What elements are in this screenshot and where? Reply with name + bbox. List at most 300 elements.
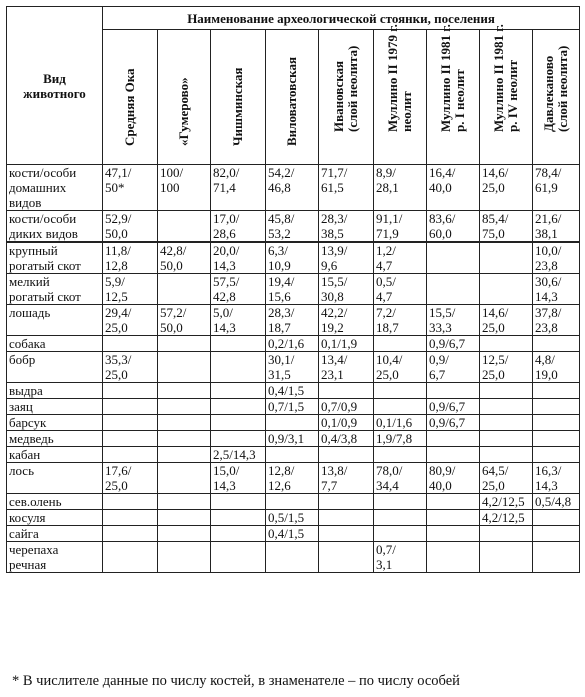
value-line: 11,8/	[105, 243, 131, 258]
value-cell	[211, 447, 266, 463]
value-line: 85,4/	[482, 211, 509, 226]
value-cell	[211, 165, 266, 211]
value-line: 14,3	[213, 258, 236, 273]
value-line: 25,0	[482, 180, 505, 195]
value-cell	[427, 542, 480, 573]
value-cell	[427, 211, 480, 243]
value-line: 15,5/	[429, 305, 456, 320]
value-cell	[427, 383, 480, 399]
value-cell	[427, 165, 480, 211]
value-line: 78,4/	[535, 165, 562, 180]
value-line: 78,0/	[376, 463, 403, 478]
value-cell	[319, 165, 374, 211]
value-cell	[103, 526, 158, 542]
value-cell	[266, 463, 319, 494]
value-line: 37,8/	[535, 305, 562, 320]
value-cell	[427, 526, 480, 542]
value-cell	[427, 415, 480, 431]
value-line: 64,5/	[482, 463, 509, 478]
value-cell	[319, 415, 374, 431]
value-cell	[533, 447, 580, 463]
animal-label-line2: животного	[23, 85, 86, 101]
value-line: 38,1	[535, 226, 558, 241]
value-line: 25,0	[105, 320, 128, 335]
value-cell	[158, 274, 211, 305]
value-line: 9,6	[321, 258, 338, 273]
value-cell	[374, 463, 427, 494]
animal-label-line: медведь	[9, 431, 54, 446]
animal-label	[7, 399, 103, 415]
site-header-1	[158, 30, 211, 165]
value-line: 17,6/	[105, 463, 132, 478]
value-cell	[427, 336, 480, 352]
site-name-line: Муллино II 1981 г.	[438, 24, 453, 132]
value-cell	[480, 211, 533, 243]
table-row	[7, 542, 580, 573]
animal-label	[7, 383, 103, 399]
value-cell	[480, 399, 533, 415]
value-line: 1,2/	[376, 243, 396, 258]
value-line: 25,0	[376, 367, 399, 382]
value-cell	[103, 447, 158, 463]
animal-label-line: лошадь	[9, 305, 51, 320]
value-cell	[319, 336, 374, 352]
value-line: 25,0	[105, 478, 128, 493]
value-cell	[374, 274, 427, 305]
value-line: 23,8	[535, 258, 558, 273]
animal-label	[7, 463, 103, 494]
value-line: 14,3	[535, 478, 558, 493]
animal-label	[7, 447, 103, 463]
site-name	[492, 24, 520, 132]
value-cell	[319, 431, 374, 447]
value-line: 80,9/	[429, 463, 456, 478]
value-line: 0,9/6,7	[429, 336, 466, 351]
value-cell	[374, 494, 427, 510]
value-cell	[533, 242, 580, 274]
site-name-line: «Гумерово»	[176, 77, 191, 146]
animal-label-line: кости/особи	[9, 165, 77, 180]
value-line: 8,9/	[376, 165, 396, 180]
value-line: 0,9/3,1	[268, 431, 305, 446]
value-cell	[158, 242, 211, 274]
animal-label-line: барсук	[9, 415, 47, 430]
value-line: 19,2	[321, 320, 344, 335]
value-line: 17,0/	[213, 211, 240, 226]
value-cell	[427, 274, 480, 305]
value-line: 16,4/	[429, 165, 456, 180]
value-line: 50,0	[105, 226, 128, 241]
value-cell	[480, 463, 533, 494]
value-line: 57,2/	[160, 305, 187, 320]
value-cell	[103, 352, 158, 383]
value-cell	[103, 415, 158, 431]
value-cell	[480, 542, 533, 573]
value-line: 25,0	[482, 478, 505, 493]
site-name-line: (слой неолита)	[345, 45, 360, 132]
value-cell	[266, 415, 319, 431]
value-line: 71,9	[376, 226, 399, 241]
value-cell	[266, 447, 319, 463]
site-name	[332, 46, 360, 132]
value-line: 18,7	[268, 320, 291, 335]
site-name	[542, 46, 570, 132]
value-cell	[533, 431, 580, 447]
value-line: 15,6	[268, 289, 291, 304]
value-cell	[158, 542, 211, 573]
value-cell	[480, 494, 533, 510]
animal-label-line: косуля	[9, 510, 46, 525]
animal-label-line: сев.олень	[9, 494, 62, 509]
value-cell	[374, 242, 427, 274]
site-name-line: Чишминская	[230, 67, 245, 146]
animal-label-line: мелкий	[9, 274, 50, 289]
value-cell	[533, 305, 580, 336]
value-cell	[266, 352, 319, 383]
value-cell	[266, 383, 319, 399]
value-line: 0,4/1,5	[268, 526, 305, 541]
animal-label	[7, 542, 103, 573]
table-row	[7, 494, 580, 510]
value-cell	[158, 494, 211, 510]
value-line: 19,0	[535, 367, 558, 382]
animal-label	[7, 431, 103, 447]
site-name-line: Виловатовская	[284, 57, 299, 146]
value-line: 0,4/1,5	[268, 383, 305, 398]
value-cell	[427, 463, 480, 494]
value-line: 83,6/	[429, 211, 456, 226]
site-name-line: Ивановская	[331, 60, 346, 132]
value-cell	[158, 352, 211, 383]
table-row	[7, 242, 580, 274]
table-row	[7, 336, 580, 352]
value-cell	[103, 211, 158, 243]
site-name-line: р. I неолит	[452, 69, 467, 132]
animal-label-line: рогатый скот	[9, 289, 81, 304]
value-cell	[211, 510, 266, 526]
value-line: 57,5/	[213, 274, 240, 289]
value-cell	[480, 274, 533, 305]
value-cell	[158, 447, 211, 463]
value-cell	[427, 447, 480, 463]
animal-label-line: крупный	[9, 243, 58, 258]
site-header-2	[211, 30, 266, 165]
site-name-line: Муллино II 1981 г.	[491, 24, 506, 132]
value-cell	[374, 510, 427, 526]
value-line: 31,5	[268, 367, 291, 382]
value-cell	[266, 165, 319, 211]
table-row	[7, 415, 580, 431]
animal-label-line: сайга	[9, 526, 39, 541]
value-line: 0,1/1,9	[321, 336, 358, 351]
value-cell	[266, 211, 319, 243]
value-cell	[533, 165, 580, 211]
value-line: 61,9	[535, 180, 558, 195]
value-line: 47,1/	[105, 165, 132, 180]
value-cell	[211, 383, 266, 399]
value-cell	[480, 526, 533, 542]
site-name-line: (слой неолита)	[555, 45, 571, 132]
value-line: 25,0	[482, 320, 505, 335]
fauna-table	[6, 6, 580, 573]
animal-label-line: видов	[9, 195, 42, 210]
value-line: 15,0/	[213, 463, 240, 478]
value-line: 25,0	[482, 367, 505, 382]
value-line: 19,4/	[268, 274, 295, 289]
animal-label-line: выдра	[9, 383, 43, 398]
value-line: 7,2/	[376, 305, 396, 320]
value-cell	[374, 383, 427, 399]
site-name	[177, 77, 191, 146]
value-line: 23,1	[321, 367, 344, 382]
value-cell	[319, 211, 374, 243]
animal-column-header	[7, 7, 103, 165]
animal-label-line: черепаха	[9, 542, 59, 557]
value-cell	[158, 211, 211, 243]
value-cell	[480, 415, 533, 431]
animal-label-line: кости/особи	[9, 211, 77, 226]
value-cell	[319, 526, 374, 542]
value-cell	[158, 399, 211, 415]
value-cell	[319, 274, 374, 305]
value-cell	[427, 352, 480, 383]
value-line: 5,9/	[105, 274, 125, 289]
table-row	[7, 165, 580, 211]
value-cell	[533, 211, 580, 243]
value-line: 40,0	[429, 180, 452, 195]
site-header-8	[533, 30, 580, 165]
value-line: 0,5/1,5	[268, 510, 305, 525]
value-cell	[266, 526, 319, 542]
value-cell	[158, 383, 211, 399]
site-name-line: Средняя Ока	[122, 68, 137, 146]
animal-label	[7, 242, 103, 274]
value-cell	[533, 463, 580, 494]
value-cell	[533, 274, 580, 305]
animal-label	[7, 305, 103, 336]
value-cell	[266, 242, 319, 274]
value-line: 23,8	[535, 320, 558, 335]
value-line: 30,1/	[268, 352, 295, 367]
value-line: 0,2/1,6	[268, 336, 305, 351]
value-cell	[374, 431, 427, 447]
animal-label-line1: Вид	[43, 70, 66, 86]
value-line: 4,2/12,5	[482, 494, 525, 509]
animal-label-line: собака	[9, 336, 46, 351]
value-cell	[266, 510, 319, 526]
table-row	[7, 383, 580, 399]
animal-label-line: заяц	[9, 399, 33, 414]
animal-label-line: домашних	[9, 180, 67, 195]
value-cell	[266, 494, 319, 510]
value-cell	[103, 383, 158, 399]
value-cell	[480, 431, 533, 447]
value-cell	[103, 463, 158, 494]
value-cell	[158, 415, 211, 431]
value-line: 1,9/7,8	[376, 431, 413, 446]
animal-label	[7, 211, 103, 243]
value-cell	[266, 274, 319, 305]
value-line: 0,9/6,7	[429, 399, 466, 414]
value-cell	[374, 526, 427, 542]
animal-label	[7, 274, 103, 305]
value-cell	[266, 431, 319, 447]
value-line: 100/	[160, 165, 184, 180]
value-line: 42,2/	[321, 305, 348, 320]
value-cell	[158, 510, 211, 526]
value-line: 10,9	[268, 258, 291, 273]
table-row	[7, 399, 580, 415]
value-line: 13,4/	[321, 352, 348, 367]
value-cell	[319, 399, 374, 415]
value-line: 54,2/	[268, 165, 295, 180]
value-line: 0,7/0,9	[321, 399, 358, 414]
site-header-7	[480, 24, 533, 165]
value-line: 14,3	[213, 478, 236, 493]
value-cell	[103, 305, 158, 336]
value-cell	[158, 305, 211, 336]
value-cell	[480, 336, 533, 352]
value-line: 5,0/	[213, 305, 233, 320]
value-cell	[158, 463, 211, 494]
value-cell	[103, 165, 158, 211]
value-line: 34,4	[376, 478, 399, 493]
site-name-line: Муллино II 1979 г.	[385, 24, 400, 132]
value-line: 14,3	[535, 289, 558, 304]
value-line: 28,1	[376, 180, 399, 195]
value-cell	[533, 415, 580, 431]
value-line: 10,0/	[535, 243, 562, 258]
site-header-3	[266, 30, 319, 165]
value-line: 21,6/	[535, 211, 562, 226]
site-name-line: р. IV неолит	[505, 60, 520, 132]
site-name	[439, 24, 467, 132]
animal-label	[7, 510, 103, 526]
animal-label-line: диких видов	[9, 226, 78, 241]
value-line: 91,1/	[376, 211, 403, 226]
table-row	[7, 211, 580, 243]
value-line: 28,6	[213, 226, 236, 241]
value-cell	[211, 274, 266, 305]
animal-label	[7, 165, 103, 211]
value-cell	[211, 415, 266, 431]
value-line: 14,3	[213, 320, 236, 335]
site-name	[123, 68, 137, 146]
site-name-line: неолит	[399, 91, 414, 132]
value-line: 50*	[105, 180, 125, 195]
value-cell	[319, 383, 374, 399]
value-cell	[374, 305, 427, 336]
value-cell	[480, 242, 533, 274]
value-cell	[374, 542, 427, 573]
value-line: 0,5/4,8	[535, 494, 572, 509]
value-line: 61,5	[321, 180, 344, 195]
value-line: 4,2/12,5	[482, 510, 525, 525]
value-line: 28,3/	[268, 305, 295, 320]
animal-label	[7, 415, 103, 431]
value-cell	[103, 399, 158, 415]
value-line: 71,4	[213, 180, 236, 195]
site-name	[285, 57, 299, 146]
value-line: 0,5/	[376, 274, 396, 289]
value-line: 12,5	[105, 289, 128, 304]
table-row	[7, 305, 580, 336]
value-cell	[533, 542, 580, 573]
value-line: 12,8/	[268, 463, 295, 478]
table-body	[7, 165, 580, 573]
animal-label	[7, 526, 103, 542]
value-cell	[103, 431, 158, 447]
value-line: 42,8	[213, 289, 236, 304]
value-cell	[266, 336, 319, 352]
value-cell	[211, 399, 266, 415]
animal-label-line: кабан	[9, 447, 41, 462]
value-line: 0,9/6,7	[429, 415, 466, 430]
value-cell	[533, 399, 580, 415]
value-line: 4,7	[376, 289, 393, 304]
value-cell	[266, 399, 319, 415]
value-cell	[374, 211, 427, 243]
value-line: 20,0/	[213, 243, 240, 258]
value-cell	[211, 336, 266, 352]
value-cell	[103, 242, 158, 274]
value-cell	[319, 542, 374, 573]
value-cell	[427, 510, 480, 526]
value-line: 30,8	[321, 289, 344, 304]
value-cell	[103, 494, 158, 510]
value-cell	[211, 211, 266, 243]
value-line: 60,0	[429, 226, 452, 241]
value-cell	[103, 336, 158, 352]
value-cell	[103, 542, 158, 573]
value-line: 30,6/	[535, 274, 562, 289]
value-cell	[158, 165, 211, 211]
value-line: 38,5	[321, 226, 344, 241]
table-row	[7, 431, 580, 447]
site-header-6	[427, 24, 480, 165]
value-line: 0,9/	[429, 352, 449, 367]
value-cell	[480, 165, 533, 211]
table-row	[7, 274, 580, 305]
site-header-4	[319, 30, 374, 165]
value-cell	[266, 305, 319, 336]
value-cell	[211, 494, 266, 510]
table-row	[7, 447, 580, 463]
value-cell	[319, 463, 374, 494]
value-cell	[158, 336, 211, 352]
value-line: 45,8/	[268, 211, 295, 226]
value-cell	[158, 526, 211, 542]
value-cell	[533, 526, 580, 542]
table-row	[7, 510, 580, 526]
value-cell	[374, 399, 427, 415]
site-header-5	[374, 24, 427, 165]
value-cell	[480, 447, 533, 463]
site-name	[231, 68, 245, 146]
table-row	[7, 352, 580, 383]
value-cell	[211, 542, 266, 573]
value-cell	[374, 165, 427, 211]
animal-label-line: рогатый скот	[9, 258, 81, 273]
value-cell	[533, 510, 580, 526]
value-line: 4,7	[376, 258, 393, 273]
value-cell	[427, 431, 480, 447]
value-cell	[211, 242, 266, 274]
value-line: 50,0	[160, 258, 183, 273]
value-line: 14,6/	[482, 165, 509, 180]
value-cell	[374, 336, 427, 352]
value-cell	[480, 352, 533, 383]
